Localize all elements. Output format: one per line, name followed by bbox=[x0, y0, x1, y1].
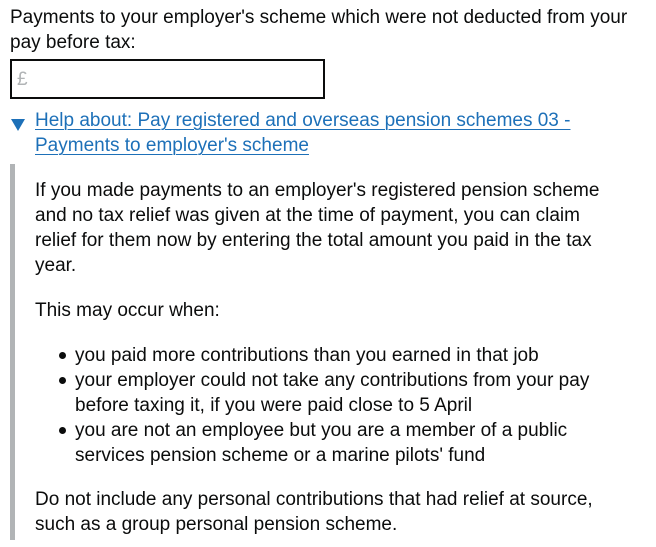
help-paragraph-1: If you made payments to an employer's registered pension scheme and no tax relief was given at the time of payment, you can claim relief for them now by entering the total amount you paid in the tax year. bbox=[35, 180, 600, 276]
help-paragraph-3: Do not include any personal contributions that had relief at source, such as a group personal pension scheme. bbox=[35, 489, 593, 535]
list-item: you are not an employee but you are a member of a public services pension scheme or a marine pilots' fund bbox=[75, 418, 626, 468]
amount-input-wrapper[interactable] bbox=[10, 59, 325, 99]
list-item: you paid more contributions than you earned in that job bbox=[75, 343, 626, 368]
help-details-panel bbox=[10, 164, 626, 540]
list-item: your employer could not take any contributions from your pay before taxing it, if you were paid close to 5 April bbox=[75, 368, 626, 418]
triangle-down-icon[interactable] bbox=[11, 119, 25, 131]
payments-field-label: Payments to your employer's scheme which were not deducted from your pay before tax: bbox=[10, 7, 628, 53]
help-paragraph-2: This may occur when: bbox=[35, 300, 220, 321]
help-details-summary[interactable] bbox=[10, 108, 646, 158]
currency-prefix: £ bbox=[17, 69, 28, 90]
help-bullet-list bbox=[35, 343, 626, 468]
amount-input[interactable] bbox=[36, 61, 316, 97]
help-summary-link[interactable]: Help about: Pay registered and overseas pension schemes 03 - Payments to employer's scheme bbox=[35, 110, 571, 156]
